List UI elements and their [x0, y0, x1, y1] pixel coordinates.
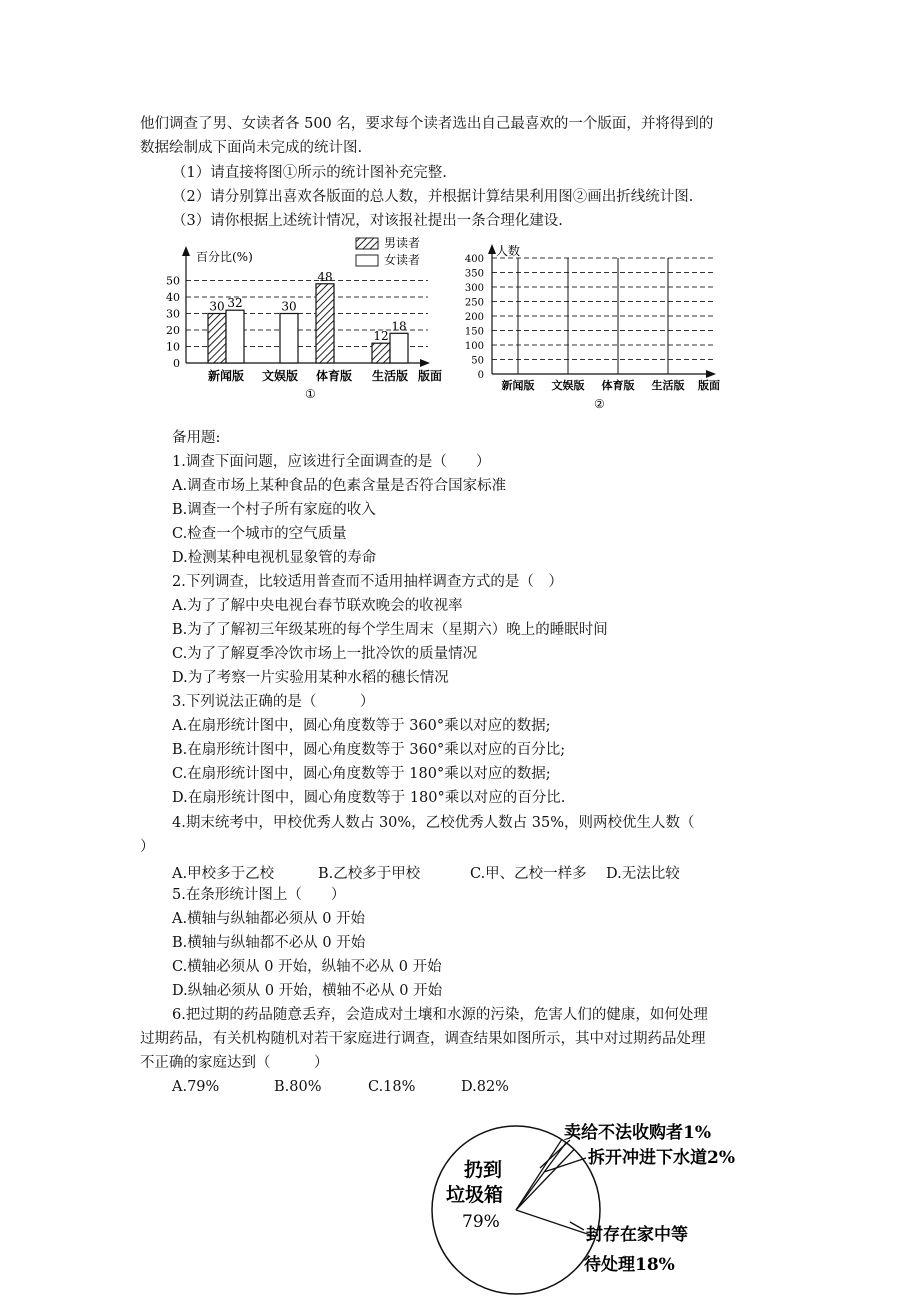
- q4-stem: 4.期末统考中，甲校优秀人数占 30%，乙校优秀人数占 35%，则两校优生人数（: [172, 815, 695, 831]
- bar-female: [226, 310, 244, 363]
- q2-option-d: D.为了考察一片实验用某种水稻的穗长情况: [172, 670, 449, 686]
- y-tick-label: 10: [166, 340, 180, 354]
- y-axis-arrow: [488, 244, 496, 254]
- data-label: 18: [391, 319, 407, 334]
- data-label: 48: [317, 269, 333, 284]
- q4-option-d: D.无法比较: [606, 866, 680, 882]
- q3-stem: 3.下列说法正确的是（ ）: [172, 694, 375, 710]
- q6-option-d: D.82%: [461, 1079, 509, 1095]
- q1-stem: 1.调查下面问题，应该进行全面调查的是（ ）: [172, 454, 491, 470]
- legend-swatch-male: [356, 238, 378, 249]
- bar-female: [390, 333, 408, 363]
- q2-option-a: A.为了了解中央电视台春节联欢晚会的收视率: [172, 598, 463, 614]
- data-label: 32: [227, 296, 243, 311]
- pie-label-buyer: 卖给不法收购者1%: [564, 1123, 711, 1143]
- y-tick-label: 30: [166, 307, 180, 321]
- pie-chart-medicine: [420, 1110, 780, 1302]
- pie-label-trash-2: 垃圾箱: [446, 1184, 504, 1206]
- y-tick-label: 150: [464, 326, 484, 338]
- x-tick-label: 新闻版: [501, 379, 535, 392]
- bar-chart-percent: [160, 232, 460, 404]
- q5-option-b: B.横轴与纵轴都不必从 0 开始: [172, 935, 366, 951]
- y-tick-label: 350: [464, 268, 484, 280]
- pie-label-drain: 拆开冲进下水道2%: [588, 1148, 735, 1168]
- q4-option-c: C.甲、乙校一样多: [470, 866, 587, 882]
- q3-option-d: D.在扇形统计图中，圆心角度数等于 180°乘以对应的百分比.: [172, 790, 566, 806]
- y-axis-label: 人数: [496, 244, 521, 258]
- intro-line-1: 他们调查了男、女读者各 500 名，要求每个读者选出自己最喜欢的一个版面，并将得到的: [140, 116, 714, 132]
- q1-option-d: D.检测某种电视机显象管的寿命: [172, 550, 377, 566]
- y-tick-label: 40: [166, 291, 180, 304]
- y-tick-label: 50: [471, 355, 484, 367]
- y-axis-arrow: [182, 246, 190, 256]
- chart2-caption: ②: [594, 397, 605, 411]
- q2-option-b: B.为了了解初三年级某班的每个学生周末（星期六）晚上的睡眠时间: [172, 622, 608, 638]
- y-tick-label: 400: [464, 254, 484, 265]
- q2-option-c: C.为了了解夏季冷饮市场上一批冷饮的质量情况: [172, 646, 478, 662]
- q3-option-b: B.在扇形统计图中，圆心角度数等于 360°乘以对应的百分比;: [172, 742, 566, 758]
- q2-stem: 2.下列调查，比较适用普查而不适用抽样调查方式的是（ ）: [172, 574, 563, 590]
- q5-stem: 5.在条形统计图上（ ）: [172, 887, 346, 903]
- y-tick-label: 300: [464, 283, 484, 294]
- q6-stem-line-2: 过期药品，有关机构随机对若干家庭进行调查，调查结果如图所示，其中对过期药品处理: [140, 1031, 706, 1047]
- question-3: （3）请你根据上述统计情况，对该报社提出一条合理化建设.: [172, 213, 563, 229]
- q4-option-b: B.乙校多于甲校: [318, 866, 421, 882]
- legend-male: 男读者: [384, 236, 421, 250]
- chart1-caption: ①: [305, 387, 316, 401]
- q4-option-a: A.甲校多于乙校: [172, 866, 275, 882]
- data-label: 12: [373, 329, 389, 344]
- q6-option-b: B.80%: [274, 1079, 322, 1095]
- y-tick-label: 200: [464, 312, 484, 323]
- pie-label-store-2: 待处理18%: [584, 1255, 675, 1275]
- data-label: 30: [209, 299, 225, 314]
- x-tick-label: 新闻版: [207, 369, 245, 383]
- y-tick-label: 100: [464, 341, 484, 352]
- q3-option-a: A.在扇形统计图中，圆心角度数等于 360°乘以对应的数据;: [172, 718, 551, 734]
- bar-female: [280, 314, 298, 364]
- bar-male: [208, 314, 226, 364]
- question-2: （2）请分别算出喜欢各版面的总人数，并根据计算结果利用图②画出折线统计图.: [172, 189, 694, 205]
- x-axis-label: 版面: [418, 369, 443, 383]
- y-tick-label: 20: [166, 324, 180, 337]
- q1-option-a: A.调查市场上某种食品的色素含量是否符合国家标准: [172, 478, 507, 494]
- y-tick-label: 0: [477, 370, 484, 381]
- q5-option-d: D.纵轴必须从 0 开始，横轴不必从 0 开始: [172, 983, 443, 999]
- pie-label-store-1: 封存在家中等: [586, 1225, 688, 1245]
- x-tick-label: 体育版: [315, 369, 353, 383]
- x-axis-arrow: [420, 359, 430, 367]
- x-tick-label: 文娱版: [551, 379, 585, 392]
- x-tick-label: 生活版: [371, 369, 409, 383]
- x-tick-label: 文娱版: [261, 369, 299, 383]
- q6-option-a: A.79%: [172, 1079, 220, 1095]
- x-tick-label: 体育版: [601, 379, 635, 392]
- q3-option-c: C.在扇形统计图中，圆心角度数等于 180°乘以对应的数据;: [172, 766, 551, 782]
- pie-label-trash-1: 扔到: [464, 1159, 503, 1181]
- intro-line-2: 数据绘制成下面尚未完成的统计图.: [140, 140, 363, 156]
- y-tick-label: 0: [173, 357, 180, 370]
- pie-value-trash: 79%: [462, 1212, 500, 1232]
- q6-stem-line-1: 6.把过期的药品随意丢弃，会造成对土壤和水源的污染，危害人们的健康，如何处理: [172, 1007, 708, 1023]
- x-axis-arrow: [706, 370, 716, 378]
- x-axis-label: 版面: [698, 379, 720, 392]
- backup-title: 备用题:: [172, 430, 221, 446]
- question-1: （1）请直接将图①所示的统计图补充完整.: [172, 165, 447, 181]
- data-label: 30: [281, 299, 297, 314]
- bar-male: [316, 284, 334, 363]
- y-tick-label: 250: [464, 297, 484, 309]
- q6-stem-line-3: 不正确的家庭达到（ ）: [140, 1055, 329, 1071]
- q4-stem-end: ）: [140, 839, 155, 855]
- y-axis-label: 百分比(%): [196, 250, 253, 264]
- bar-male: [372, 343, 390, 363]
- y-tick-label: 50: [166, 274, 180, 288]
- q1-option-c: C.检查一个城市的空气质量: [172, 526, 347, 542]
- q1-option-b: B.调查一个村子所有家庭的收入: [172, 502, 376, 518]
- q5-option-a: A.横轴与纵轴都必须从 0 开始: [172, 911, 366, 927]
- line-chart-people: [462, 238, 732, 412]
- legend-swatch-female: [356, 255, 378, 266]
- legend-female: 女读者: [384, 253, 421, 267]
- q5-option-c: C.横轴必须从 0 开始，纵轴不必从 0 开始: [172, 959, 442, 975]
- x-tick-label: 生活版: [651, 379, 685, 392]
- q6-option-c: C.18%: [368, 1079, 416, 1095]
